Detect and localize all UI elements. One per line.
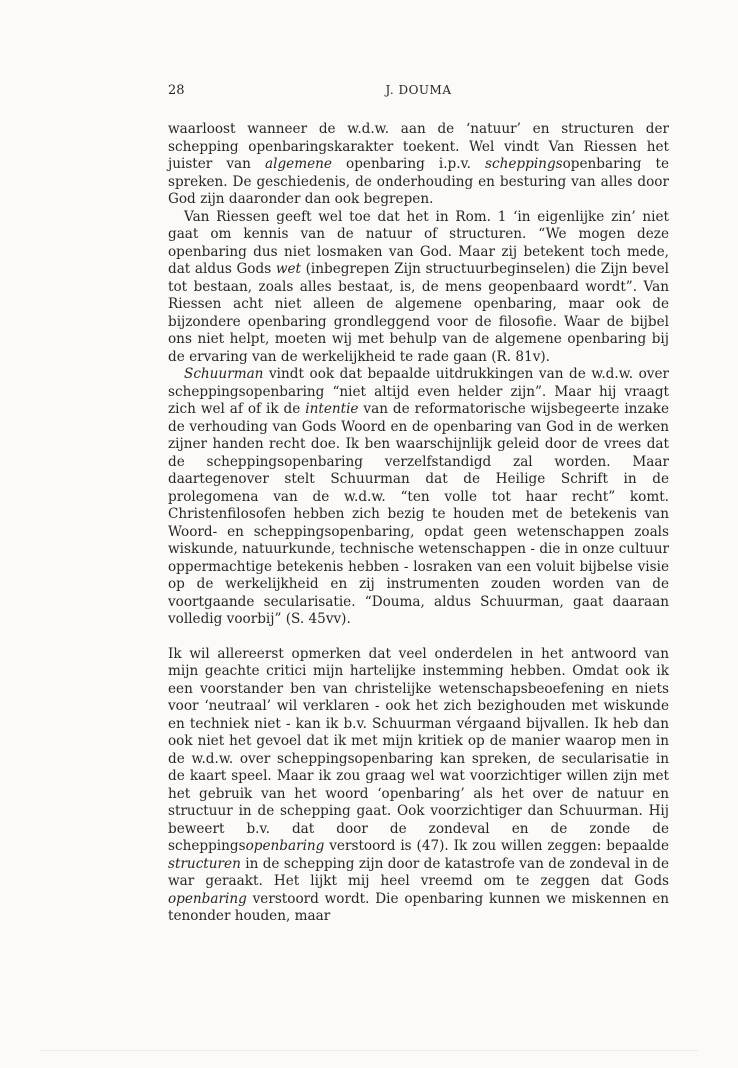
text-segment: openbaring i.p.v. [331, 156, 486, 172]
text-segment: Ik wil allereerst opmerken dat veel onderdelen in het antwoord van mijn geachte critici mijn hartelijke instemming hebben. Omdat ook ik een voorstander ben van christelijke wetenschapsbeoefening en niets voor ‘neutraal’ wil verklaren - ook het zich bezighouden met wiskunde en techniek niet - kan ik b.v. Schuurman vérgaand bijvallen. Ik heb dan ook niet het gevoel dat ik met mijn kritiek op de manier waarop men in de w.d.w. over scheppingsopenbaring kan spreken, de secularisatie in de kaart speel. Maar ik zou graag wel wat voorzichtiger willen zijn met het gebruik van het woord ‘openbaring’ als het over de natuur en structuur in de schepping gaat. Ook voorzichtiger dan Schuurman. Hij beweert b.v. dat door de zondeval en de zonde de scheppings [168, 645, 669, 854]
running-head-author: J. DOUMA [385, 83, 452, 97]
italic-text: openbaring [245, 838, 325, 854]
body-text [168, 121, 669, 926]
running-head [168, 83, 669, 103]
italic-text: Schuurman [184, 366, 264, 382]
italic-text: algemene [265, 156, 332, 172]
text-segment: verstoord wordt. Die openbaring kunnen we miskennen en tenonder houden, maar [168, 890, 669, 924]
text-segment: verstoord is (47). Ik zou willen zeggen: bepaalde [324, 838, 669, 854]
text-segment: openbaring te spreken. De geschiedenis, de onderhouding en besturing van alles door God zijn daaronder dan ook begrepen. [168, 156, 670, 207]
paragraph-1 [168, 121, 669, 209]
page-number: 28 [168, 83, 185, 98]
text-segment: vindt ook dat bepaalde uitdrukkingen van de w.d.w. over scheppingsopenbaring “niet altijd even helder zijn”. Maar hij vraagt zich wel af of ik de [168, 366, 669, 417]
italic-text: structuren [168, 855, 241, 872]
text-segment: Van Riessen geeft wel toe dat het in Rom. 1 ‘in eigenlijke zin’ niet gaat om kennis van de natuur of structuren. “We mogen deze openbaring dus niet losmaken van God. Maar zij betekent toch mede, dat aldus Gods [168, 208, 669, 277]
page-edge-divider [40, 1050, 698, 1051]
text-segment: van de reformatorische wijsbegeerte inzake de verhouding van Gods Woord en de openbaring van God in de werken zijner handen recht doe. Ik ben waarschijnlijk geleid door de vrees dat de scheppingsopenbaring verzelfstandigd zal worden. Maar daartegenover stelt Schuurman dat de Heilige Schrift in de prolegomena van de w.d.w. “ten volle tot haar recht” komt. Christenfilosofen hebben zich bezig te houden met de betekenis van Woord- en scheppingsopenbaring, opdat geen wetenschappen zoals wiskunde, natuurkunde, technische wetenschappen - die in onze cultuur oppermachtige betekenis hebben - losraken van een voluit bijbelse visie op de werkelijkheid en zij instrumenten zouden worden van de voortgaande secularisatie. “Douma, aldus Schuurman, gaat daaraan volledig voorbij” (S. 45vv). [168, 401, 669, 627]
text-segment: waarloost wanneer de w.d.w. aan de ‘natuur’ en structuren der schepping openbaringskarakter toekent. Wel vindt Van Riessen het juister van [168, 121, 669, 172]
italic-text: scheppings [485, 156, 563, 172]
paragraph-3 [168, 366, 669, 629]
paragraph-2 [168, 209, 669, 367]
italic-text: openbaring [168, 890, 247, 907]
text-segment: (inbegrepen Zijn structuurbeginselen) die Zijn bevel tot bestaan, zoals alles bestaat, is, de mens geopenbaard wordt”. Van Riessen acht niet alleen de algemene openbaring, maar ook de bijzondere openbaring grondleggend voor de filosofie. Waar de bijbel ons niet helpt, moeten wij met behulp van de algemene openbaring bij de ervaring van de werkelijkheid te rade gaan (R. 81v). [168, 261, 670, 365]
italic-text: wet [275, 261, 301, 277]
text-segment: in de schepping zijn door de katastrofe van de zondeval in de war geraakt. Het lijkt mij heel vreemd om te zeggen dat Gods [168, 855, 669, 889]
italic-text: intentie [305, 401, 359, 417]
paragraph-4 [168, 646, 669, 926]
